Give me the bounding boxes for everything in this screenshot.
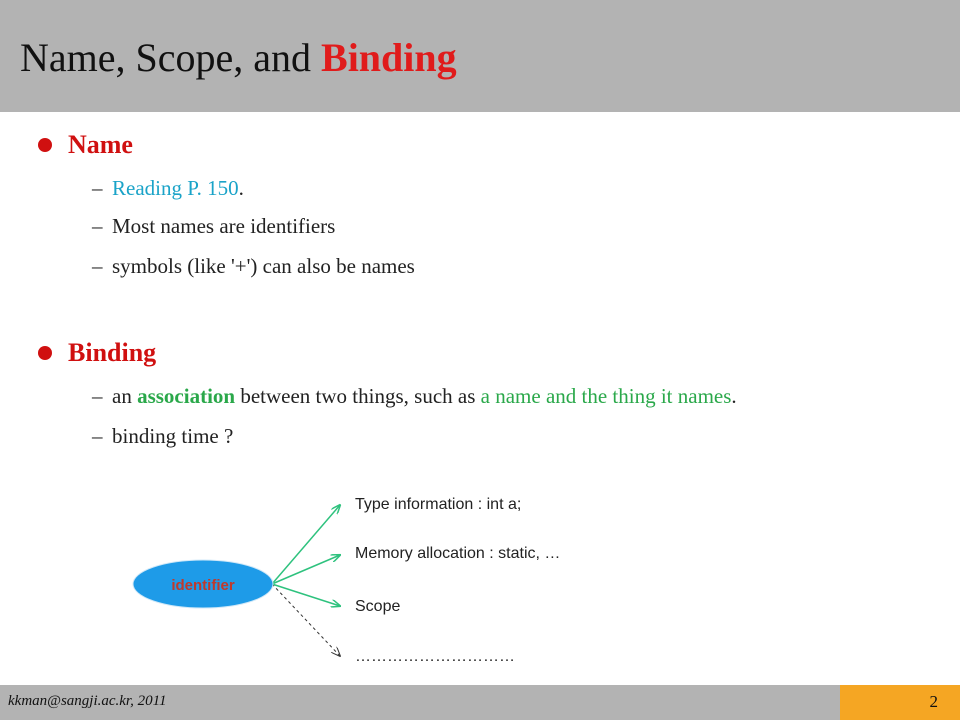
sub-item-reading: – Reading P. 150. (92, 176, 244, 200)
diagram-target-type: Type information : int a; (355, 496, 522, 513)
association-phrase: a name and the thing it names (480, 384, 732, 408)
arrow-type-info (272, 505, 340, 584)
arrow-scope (272, 584, 340, 606)
slide-title-main: Name, Scope, and (20, 35, 322, 80)
reading-link[interactable]: Reading P. 150 (112, 176, 239, 200)
identifier-node-label: identifier (171, 577, 235, 594)
bullet-binding-heading: Binding (68, 338, 157, 367)
footer-accent-block (840, 685, 960, 720)
sub-item-identifiers: – Most names are identifiers (92, 214, 336, 238)
page-number: 2 (929, 692, 938, 711)
diagram-target-more: ………………………… (355, 648, 515, 665)
bullet-name-heading: Name (68, 130, 133, 159)
slide-title-accent: Binding (321, 35, 457, 80)
footer-email: kkman@sangji.ac.kr, 2011 (8, 693, 167, 709)
arrow-memory (272, 555, 340, 584)
sub-item-association: – an association between two things, such as a name and the thing it names. (92, 384, 737, 408)
diagram-target-memory: Memory allocation : static, … (355, 545, 561, 562)
sub-item-symbols: – symbols (like '+') can also be names (92, 254, 415, 278)
diagram-target-scope: Scope (355, 598, 401, 615)
association-keyword: association (137, 384, 236, 408)
sub-item-binding-time: – binding time ? (92, 424, 234, 448)
